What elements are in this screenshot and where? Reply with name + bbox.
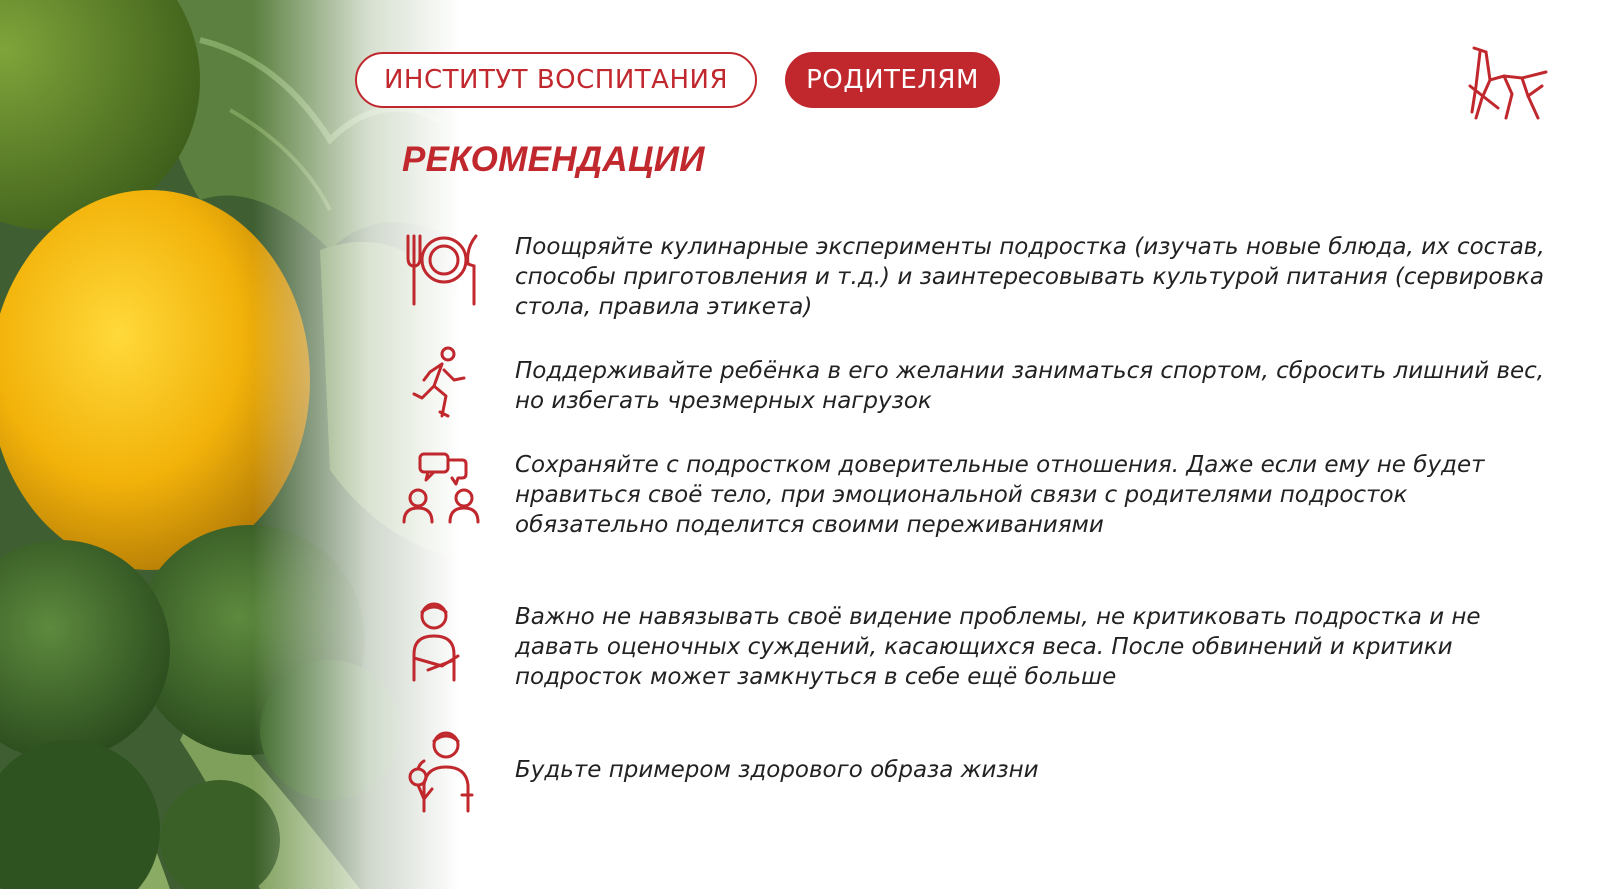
page-title: РЕКОМЕНДАЦИИ: [402, 140, 705, 179]
person-with-apple-icon: [402, 729, 486, 813]
institute-tag[interactable]: ИНСТИТУТ ВОСПИТАНИЯ: [355, 52, 757, 108]
person-arms-crossed-icon: [402, 600, 486, 684]
parents-tag[interactable]: РОДИТЕЛЯМ: [785, 52, 1000, 108]
conversation-icon: [402, 450, 486, 534]
running-person-icon: [402, 342, 486, 426]
recommendation-text: Поддерживайте ребёнка в его желании заниматься спортом, сбросить лишний вес, но избегать чрезмерных нагрузок: [515, 358, 1545, 414]
vegetables-photo: [0, 0, 460, 889]
recommendation-text: Будьте примером здорового образа жизни: [515, 757, 1039, 783]
recommendation-text: Важно не навязывать своё видение проблемы, не критиковать подростка и не давать оценочных суждений, касающихся веса. После обвинений и критики подросток может замкнуться в себе ещё больше: [515, 604, 1481, 690]
recommendation-text: Сохраняйте с подростком доверительные отношения. Даже если ему не будет нравиться своё тело, при эмоциональной связи с родителями подросток обязательно поделится своими переживаниями: [515, 452, 1485, 538]
logo-icon: [1468, 46, 1558, 124]
recommendation-text: Поощряйте кулинарные эксперименты подростка (изучать новые блюда, их состав, способы приготовления и т.д.) и заинтересовывать культурой питания (сервировка стола, правила этикета): [515, 234, 1545, 320]
tableware-icon: [402, 228, 486, 312]
